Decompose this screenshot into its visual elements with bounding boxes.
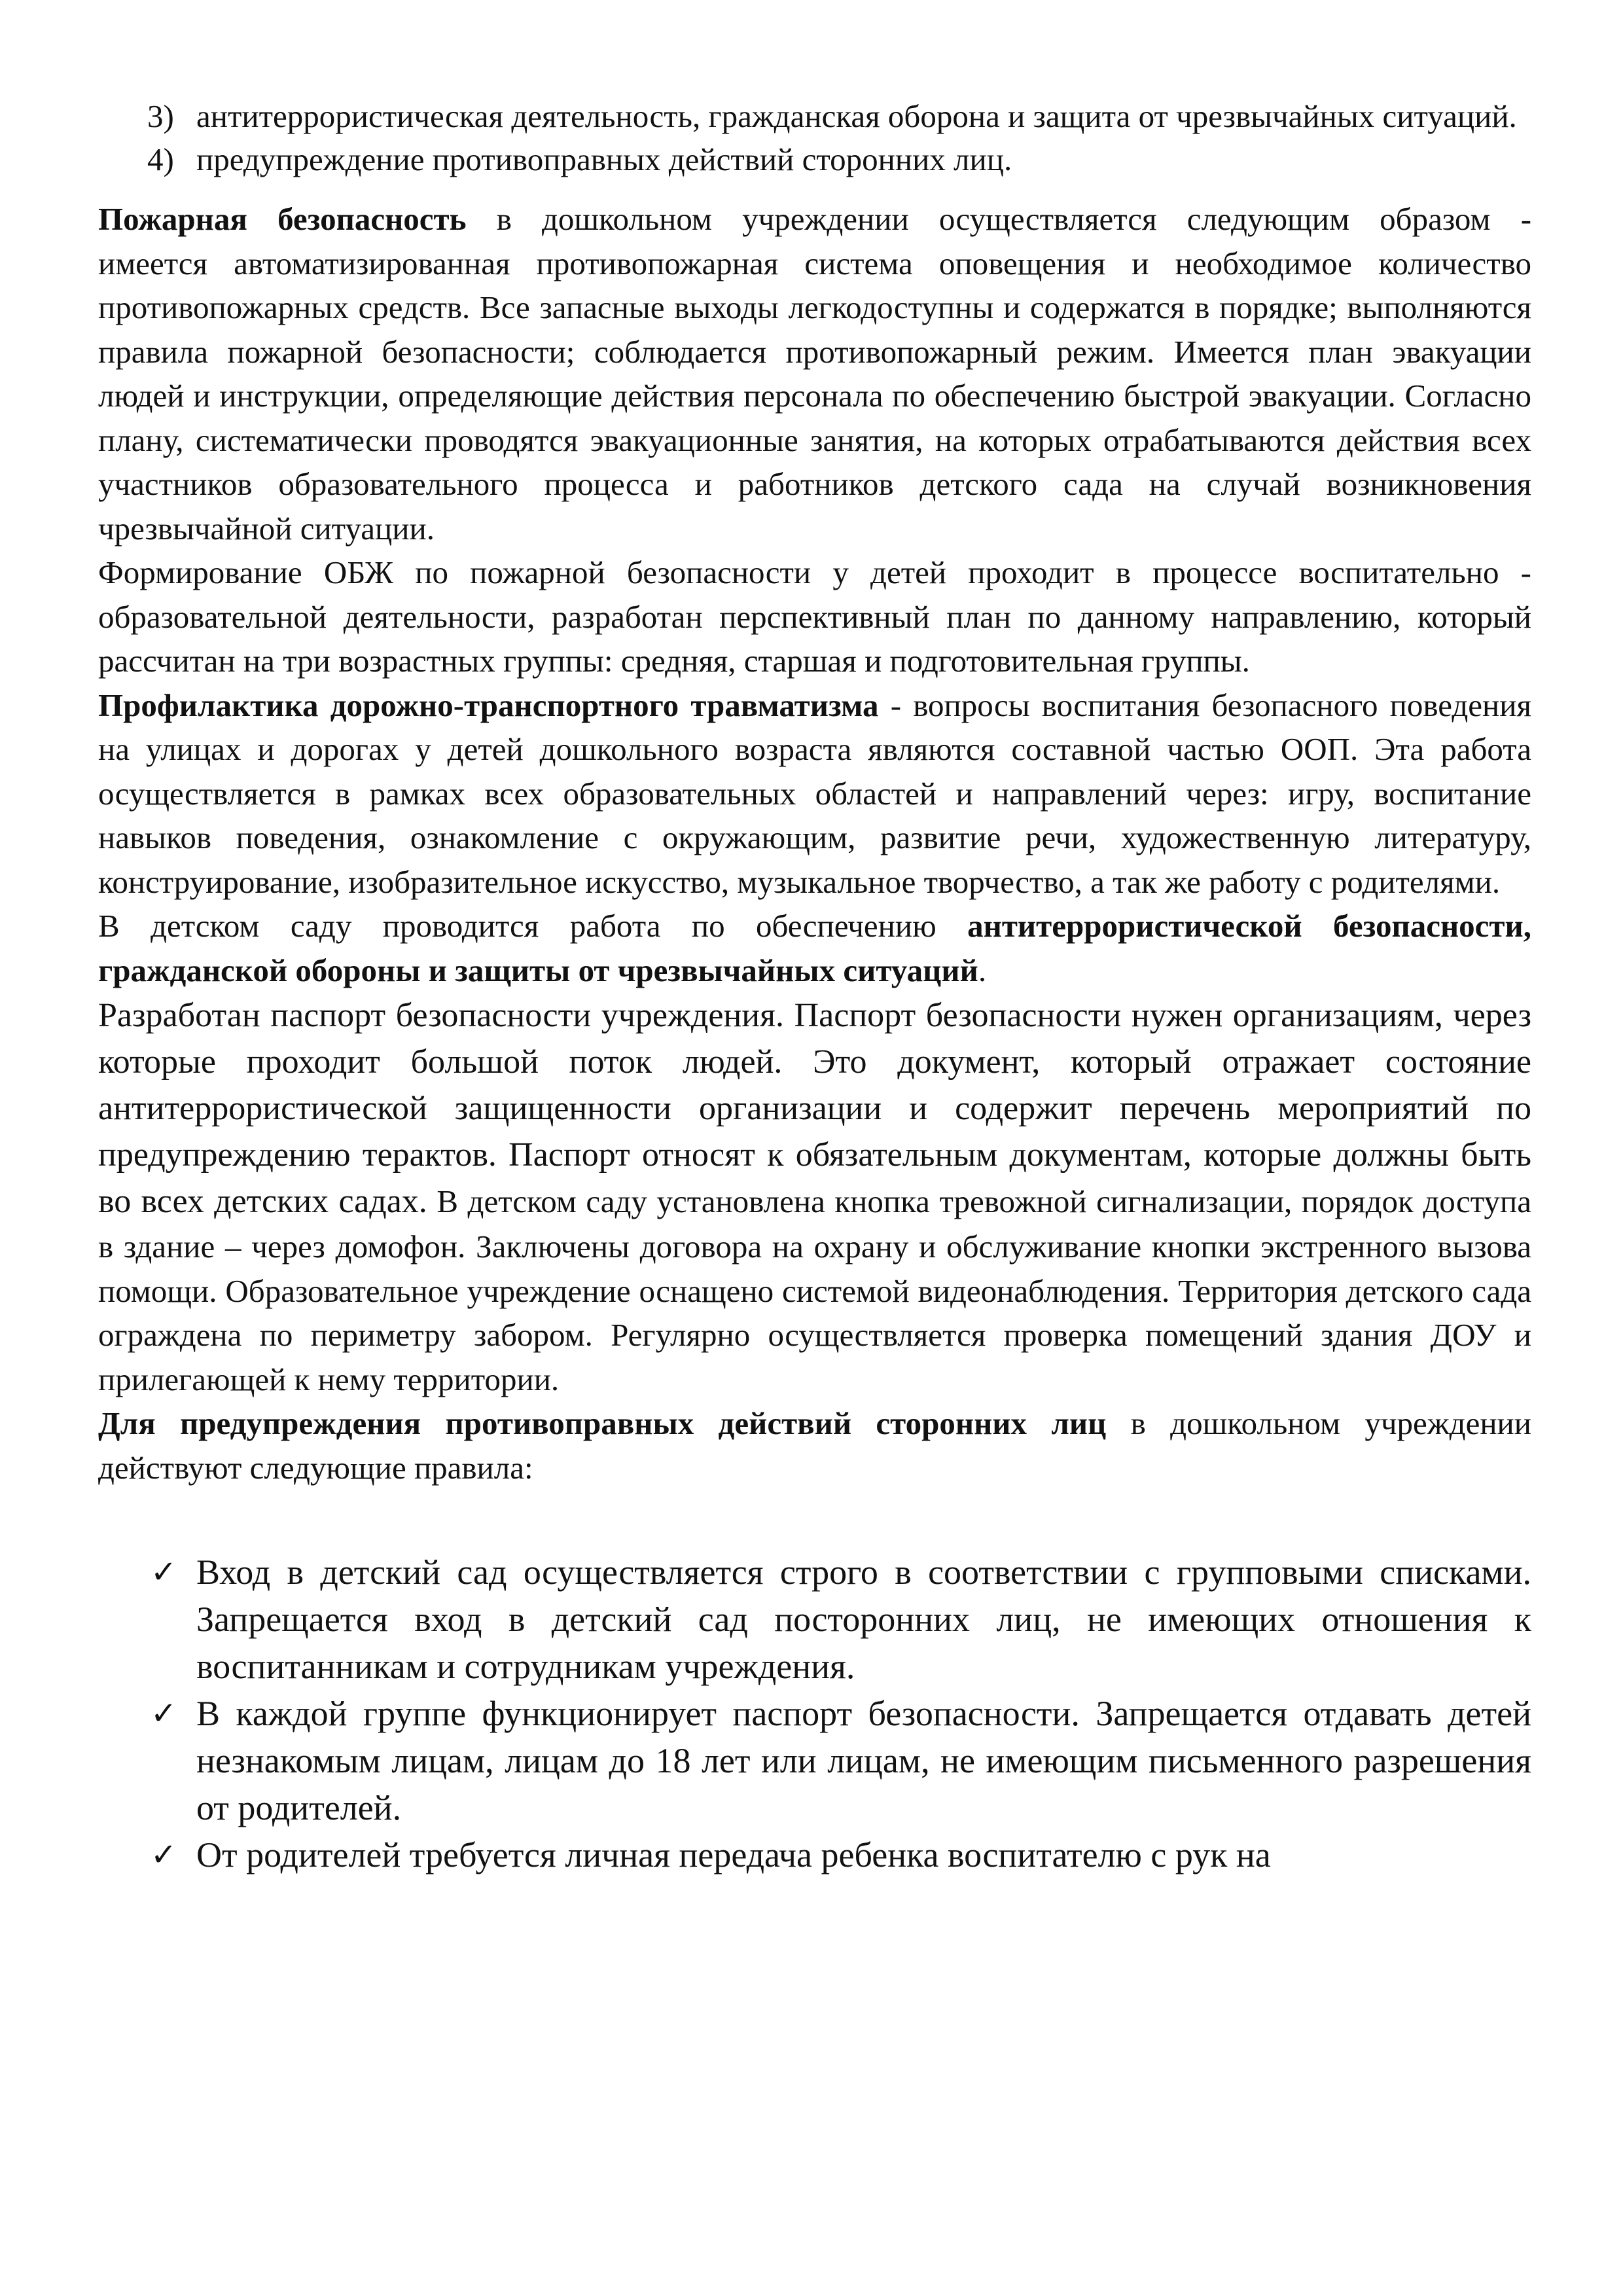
- list-item: [98, 95, 1531, 138]
- road-safety-text: - вопросы воспитания безопасного поведения на улицах и дорогах у детей дошкольного возраста являются составной частью ООП. Эта работа осуществляется в рамках всех образовательных областей и направлений через: игру, воспитание навыков поведения, ознакомление с окружающим, развитие речи, художественную литературу, конструирование, изобразительное искусство, музыкальное творчество, а так же работу с родителями.: [98, 687, 1531, 900]
- list-text: антитеррористическая деятельность, гражданская оборона и защита от чрезвычайных ситуаций.: [196, 98, 1517, 134]
- list-item: [98, 1690, 1531, 1831]
- fire-safety-dash: -: [1520, 201, 1532, 237]
- list-text: Вход в детский сад осуществляется строго в соответствии с групповыми списками. Запрещается вход в детский сад посторонних лиц, не имеющих отношения к воспитанникам и сотрудникам учреждения.: [196, 1552, 1531, 1686]
- numbered-list: [98, 95, 1531, 181]
- list-number: 4): [147, 141, 174, 177]
- checkmark-icon: ✓: [151, 1837, 177, 1873]
- document-page: [98, 95, 1531, 1878]
- rules-paragraph: [98, 1401, 1531, 1490]
- passport-text: Разработан паспорт безопасности учреждения. Паспорт безопасности нужен организациям, через которые проходит большой поток людей. Это документ, который отражает состояние антитеррористической защищенности организации и содержит перечень мероприятий по предупреждению терактов. Паспорт относят к обязательным документам, которые должны быть во всех детских садах.: [98, 997, 1531, 1220]
- list-item: [98, 1831, 1531, 1878]
- antiterror-measures: В детском саду установлена кнопка тревожной сигнализации, порядок доступа в здание – через домофон. Заключены договора на охрану и обслуживание кнопки экстренного вызова помощи. Образовательное учреждение оснащено системой видеонаблюдения. Территория детского сада ограждена по периметру забором. Регулярно осуществляется проверка помещений здания ДОУ и прилегающей к нему территории.: [98, 1183, 1531, 1397]
- list-text: предупреждение противоправных действий сторонних лиц.: [196, 141, 1012, 177]
- road-safety-heading: Профилактика дорожно-транспортного травматизма: [98, 687, 879, 723]
- list-item: [98, 1549, 1531, 1690]
- list-item: [98, 138, 1531, 181]
- obzh-paragraph: Формирование ОБЖ по пожарной безопасности у детей проходит в процессе воспитательно - образовательной деятельности, разработан перспективный план по данному направлению, который рассчитан на три возрастных группы: средняя, старшая и подготовительная группы.: [98, 554, 1531, 679]
- rules-heading: Для предупреждения противоправных действий сторонних лиц: [98, 1405, 1107, 1441]
- road-safety-paragraph: [98, 683, 1531, 905]
- fire-safety-paragraph: имеется автоматизированная противопожарная система оповещения и необходимое количество противопожарных средств. Все запасные выходы легкодоступны и содержатся в порядке; выполняются правила пожарной безопасности; соблюдается противопожарный режим. Имеется план эвакуации людей и инструкции, определяющие действия персонала по обеспечению быстрой эвакуации. Согласно плану, систематически проводятся эвакуационные занятия, на которых отрабатываются действия всех участников образовательного процесса и работников детского сада на случай возникновения чрезвычайной ситуации.: [98, 245, 1531, 547]
- antiterror-heading: антитеррористической безопасности, гражданской обороны и защиты от чрезвычайных ситуаций: [98, 908, 1531, 988]
- list-number: 3): [147, 98, 174, 134]
- antiterror-intro: [98, 904, 1531, 992]
- antiterror-pre: В детском саду проводится работа по обеспечению: [98, 908, 968, 944]
- list-text: От родителей требуется личная передача ребенка воспитателю с рук на: [196, 1835, 1271, 1874]
- fire-safety-intro: в дошкольном учреждении осуществляется следующим образом: [466, 201, 1491, 237]
- fire-safety-heading: Пожарная безопасность: [98, 201, 467, 237]
- fire-safety-heading-line: [98, 197, 1531, 242]
- list-text: В каждой группе функционирует паспорт безопасности. Запрещается отдавать детей незнакомым лицам, лицам до 18 лет или лицам, не имеющим письменного разрешения от родителей.: [196, 1694, 1531, 1827]
- checkmark-icon: ✓: [151, 1695, 177, 1732]
- antiterror-post: .: [978, 952, 987, 988]
- antiterror-paragraph: [98, 992, 1531, 1401]
- checkmark-icon: ✓: [151, 1554, 177, 1590]
- rules-text: в дошкольном учреждении действуют следующие правила:: [98, 1405, 1531, 1486]
- rules-checklist: [98, 1549, 1531, 1878]
